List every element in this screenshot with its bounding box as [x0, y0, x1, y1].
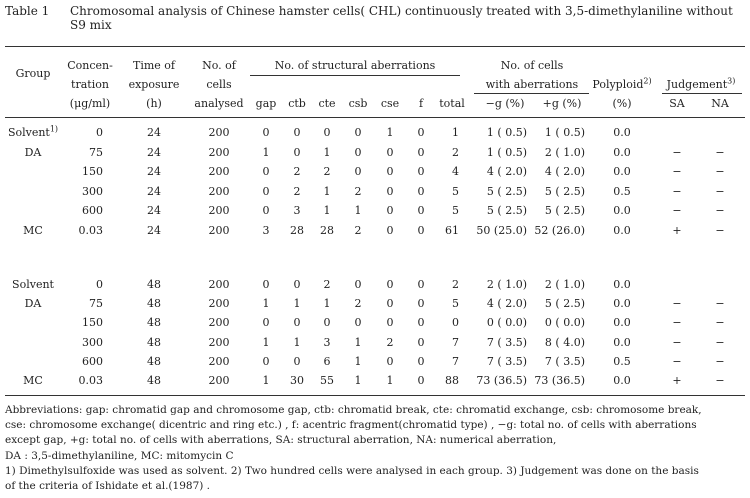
cell-ctb: 2	[293, 165, 301, 178]
header-total: total	[439, 97, 465, 110]
footnote-line: DA : 3,5-dimethylaniline, MC: mitomycin C	[5, 449, 234, 462]
cell-total: 61	[445, 224, 459, 237]
header-conc-2: tration	[71, 78, 109, 91]
cell-total: 1	[452, 126, 459, 139]
cell-cte: 2	[323, 278, 331, 291]
cell-gap: 0	[262, 278, 270, 291]
cell-cells: 200	[208, 355, 230, 368]
cell-ctb: 0	[293, 278, 301, 291]
cell-csb: 1	[354, 336, 362, 349]
cell-csb: 1	[354, 374, 362, 387]
cell-group: Solvent$^{1)}$	[7, 124, 59, 139]
cell-mg: 1 ( 0.5)	[486, 146, 527, 159]
cell-na: −	[715, 297, 725, 310]
cell-cte: 0	[323, 316, 331, 329]
cell-f: 0	[417, 278, 425, 291]
cell-csb: 1	[354, 204, 362, 217]
cell-mg: 7 ( 3.5)	[486, 355, 527, 368]
cell-cte: 28	[320, 224, 334, 237]
cell-csb: 0	[354, 278, 362, 291]
cell-ctb: 28	[290, 224, 304, 237]
header-time-2: exposure	[128, 78, 180, 91]
cell-ctb: 30	[290, 374, 304, 387]
cell-poly: 0.0	[613, 316, 631, 329]
cell-pg: 1 ( 0.5)	[544, 126, 585, 139]
cell-cte: 1	[323, 297, 331, 310]
cell-cells: 200	[208, 126, 230, 139]
cell-sa: +	[672, 374, 682, 387]
cell-mg: 1 ( 0.5)	[486, 126, 527, 139]
cell-sa: −	[672, 204, 682, 217]
cell-cells: 200	[208, 374, 230, 387]
cell-pg: 52 (26.0)	[534, 224, 585, 237]
cell-cse: 0	[386, 224, 394, 237]
cell-total: 5	[452, 204, 459, 217]
footnote-line: Abbreviations: gap: chromatid gap and chromosome gap, ctb: chromatid break, cte: chromatid exchange, csb: chromosome break,	[5, 404, 702, 416]
cell-cse: 0	[386, 146, 394, 159]
cell-time: 48	[147, 278, 161, 291]
cell-conc: 600	[82, 204, 103, 217]
cell-conc: 600	[82, 355, 103, 368]
cell-f: 0	[417, 336, 425, 349]
cell-na: −	[715, 185, 725, 198]
cell-ctb: 0	[293, 146, 301, 159]
cell-poly: 0.0	[613, 374, 631, 387]
cell-group: DA	[24, 146, 42, 159]
header-conc-3: (μg/ml)	[69, 97, 111, 110]
cell-csb: 2	[354, 224, 362, 237]
cell-na: −	[715, 146, 725, 159]
cell-cse: 0	[386, 185, 394, 198]
cell-gap: 1	[262, 336, 270, 349]
cell-conc: 0	[96, 126, 103, 139]
cell-cte: 1	[323, 146, 331, 159]
cell-gap: 3	[262, 224, 270, 237]
cell-conc: 0.03	[78, 374, 103, 387]
cell-f: 0	[417, 355, 425, 368]
cell-total: 88	[445, 374, 459, 387]
cell-group: Solvent	[12, 278, 54, 291]
cell-f: 0	[417, 165, 425, 178]
cell-ctb: 1	[293, 336, 301, 349]
header-cells-with-2: with aberrations	[485, 78, 579, 91]
cell-mg: 5 ( 2.5)	[486, 185, 527, 198]
cell-poly: 0.0	[613, 204, 631, 217]
cell-cse: 0	[386, 278, 394, 291]
cell-total: 5	[452, 297, 459, 310]
cell-cse: 0	[386, 355, 394, 368]
cell-csb: 2	[354, 185, 362, 198]
cell-ctb: 3	[293, 204, 301, 217]
cell-gap: 0	[262, 204, 270, 217]
cell-poly: 0.0	[613, 297, 631, 310]
cell-poly: 0.0	[613, 126, 631, 139]
cell-mg: 5 ( 2.5)	[486, 204, 527, 217]
cell-time: 24	[147, 126, 161, 139]
cell-group: MC	[23, 224, 43, 237]
cell-total: 2	[452, 278, 459, 291]
cell-cse: 0	[386, 204, 394, 217]
footnote-line: 1) Dimethylsulfoxide was used as solvent. 2) Two hundred cells were analysed in each group. 3) Judgement was done on the basis	[5, 464, 699, 477]
cell-total: 0	[452, 316, 459, 329]
header-sa: SA	[669, 97, 685, 110]
cell-pg: 4 ( 2.0)	[544, 165, 585, 178]
header-na: NA	[711, 97, 729, 110]
cell-ctb: 0	[293, 355, 301, 368]
cell-total: 2	[452, 146, 459, 159]
cell-f: 0	[417, 185, 425, 198]
cell-cte: 0	[323, 126, 331, 139]
header-polyploid: Polyploid$^{2)}$	[592, 76, 652, 91]
cell-poly: 0.0	[613, 278, 631, 291]
header-judgement-underline	[662, 93, 742, 94]
cell-time: 48	[147, 297, 161, 310]
cell-cte: 3	[323, 336, 331, 349]
header-group: Group	[15, 67, 51, 80]
header-cse: cse	[380, 97, 400, 110]
cell-poly: 0.0	[613, 146, 631, 159]
cell-csb: 1	[354, 355, 362, 368]
cell-sa: −	[672, 336, 682, 349]
cell-cte: 55	[320, 374, 334, 387]
cell-total: 7	[452, 355, 459, 368]
table-label: Table 1	[5, 4, 50, 18]
footnotes	[5, 403, 745, 494]
header-time-3: (h)	[146, 97, 162, 110]
cell-sa: −	[672, 165, 682, 178]
header-judgement: Judgement$^{3)}$	[666, 76, 736, 91]
header-structural-underline	[250, 75, 460, 76]
cell-f: 0	[417, 126, 425, 139]
cell-pg: 5 ( 2.5)	[544, 297, 585, 310]
cell-cse: 0	[386, 297, 394, 310]
cell-csb: 0	[354, 165, 362, 178]
cell-time: 24	[147, 224, 161, 237]
header-cells-2: cells	[206, 78, 232, 91]
cell-mg: 0 ( 0.0)	[486, 316, 527, 329]
cell-group: DA	[24, 297, 42, 310]
cell-total: 4	[452, 165, 459, 178]
cell-na: −	[715, 374, 725, 387]
cell-time: 48	[147, 374, 161, 387]
cell-cte: 6	[323, 355, 331, 368]
cell-pg: 7 ( 3.5)	[544, 355, 585, 368]
cell-f: 0	[417, 146, 425, 159]
cell-cells: 200	[208, 316, 230, 329]
cell-csb: 2	[354, 297, 362, 310]
footnote-line: of the criteria of Ishidate et al.(1987) .	[5, 480, 211, 493]
header-gap: gap	[255, 97, 277, 110]
cell-na: −	[715, 316, 725, 329]
header-cells-with-underline	[474, 93, 589, 94]
header-cells-with-1: No. of cells	[500, 59, 564, 72]
cell-conc: 0.03	[78, 224, 103, 237]
cell-gap: 0	[262, 185, 270, 198]
header-conc-1: Concen-	[67, 59, 113, 72]
cell-cells: 200	[208, 224, 230, 237]
cell-csb: 0	[354, 126, 362, 139]
cell-poly: 0.0	[613, 336, 631, 349]
cell-gap: 0	[262, 126, 270, 139]
cell-csb: 0	[354, 146, 362, 159]
cell-na: −	[715, 204, 725, 217]
cell-conc: 300	[82, 336, 103, 349]
cell-mg: 4 ( 2.0)	[486, 165, 527, 178]
header-polyploid-unit: (%)	[612, 97, 632, 110]
cell-cells: 200	[208, 278, 230, 291]
cell-f: 0	[417, 316, 425, 329]
cell-pg: 5 ( 2.5)	[544, 204, 585, 217]
cell-poly: 0.0	[613, 165, 631, 178]
cell-sa: −	[672, 297, 682, 310]
cell-na: −	[715, 355, 725, 368]
cell-f: 0	[417, 224, 425, 237]
cell-conc: 0	[96, 278, 103, 291]
cell-ctb: 0	[293, 316, 301, 329]
cell-pg: 73 (36.5)	[534, 374, 585, 387]
cell-sa: +	[672, 224, 682, 237]
cell-cells: 200	[208, 165, 230, 178]
cell-total: 5	[452, 185, 459, 198]
cell-pg: 2 ( 1.0)	[544, 146, 585, 159]
cell-poly: 0.5	[613, 185, 631, 198]
table-caption: Chromosomal analysis of Chinese hamster cells( CHL) continuously treated with 3,5-dimethylaniline without S9 mix	[70, 4, 733, 32]
header-f: f	[418, 97, 424, 110]
cell-mg: 50 (25.0)	[476, 224, 527, 237]
cell-conc: 75	[89, 297, 103, 310]
cell-gap: 0	[262, 355, 270, 368]
cell-time: 48	[147, 316, 161, 329]
cell-na: −	[715, 165, 725, 178]
header-cells-1: No. of	[202, 59, 236, 72]
cell-mg: 73 (36.5)	[476, 374, 527, 387]
cell-cells: 200	[208, 336, 230, 349]
cell-time: 24	[147, 204, 161, 217]
cell-total: 7	[452, 336, 459, 349]
header-cells-3: analysed	[194, 97, 244, 110]
cell-cse: 2	[386, 336, 394, 349]
cell-time: 24	[147, 165, 161, 178]
cell-ctb: 0	[293, 126, 301, 139]
cell-gap: 1	[262, 374, 270, 387]
header-plus-g: +g (%)	[542, 97, 582, 110]
cell-cells: 200	[208, 146, 230, 159]
cell-cse: 0	[386, 316, 394, 329]
cell-time: 48	[147, 336, 161, 349]
header-csb: csb	[348, 97, 368, 110]
header-time-1: Time of	[133, 59, 175, 72]
cell-ctb: 1	[293, 297, 301, 310]
cell-cte: 1	[323, 185, 331, 198]
cell-gap: 0	[262, 316, 270, 329]
cell-na: −	[715, 224, 725, 237]
cell-conc: 150	[82, 165, 103, 178]
cell-mg: 7 ( 3.5)	[486, 336, 527, 349]
header-rule	[5, 117, 745, 118]
cell-cse: 1	[386, 374, 394, 387]
cell-time: 24	[147, 146, 161, 159]
cell-pg: 5 ( 2.5)	[544, 185, 585, 198]
cell-conc: 300	[82, 185, 103, 198]
cell-poly: 0.5	[613, 355, 631, 368]
cell-cse: 0	[386, 165, 394, 178]
cell-pg: 0 ( 0.0)	[544, 316, 585, 329]
footnote-line: cse: chromosome exchange( dicentric and ring etc.) , f: acentric fragment(chromatid type) , −g: total no. of cells with aberrations	[5, 419, 697, 432]
cell-cse: 1	[386, 126, 394, 139]
cell-mg: 2 ( 1.0)	[486, 278, 527, 291]
cell-poly: 0.0	[613, 224, 631, 237]
header-ctb: ctb	[288, 97, 306, 110]
cell-ctb: 2	[293, 185, 301, 198]
cell-mg: 4 ( 2.0)	[486, 297, 527, 310]
header-cte: cte	[318, 97, 336, 110]
cell-time: 48	[147, 355, 161, 368]
cell-group: MC	[23, 374, 43, 387]
cell-sa: −	[672, 146, 682, 159]
cell-gap: 1	[262, 146, 270, 159]
cell-sa: −	[672, 185, 682, 198]
cell-gap: 1	[262, 297, 270, 310]
cell-csb: 0	[354, 316, 362, 329]
cell-cte: 1	[323, 204, 331, 217]
cell-gap: 0	[262, 165, 270, 178]
cell-cells: 200	[208, 185, 230, 198]
cell-conc: 75	[89, 146, 103, 159]
top-rule	[5, 46, 745, 47]
cell-pg: 2 ( 1.0)	[544, 278, 585, 291]
cell-sa: −	[672, 355, 682, 368]
cell-f: 0	[417, 204, 425, 217]
cell-sa: −	[672, 316, 682, 329]
cell-conc: 150	[82, 316, 103, 329]
footnote-line: except gap, +g: total no. of cells with aberrations, SA: structural aberration, NA: numerical aberration,	[5, 434, 557, 447]
cell-time: 24	[147, 185, 161, 198]
cell-cells: 200	[208, 204, 230, 217]
bottom-rule	[5, 395, 745, 396]
cell-na: −	[715, 336, 725, 349]
cell-cte: 2	[323, 165, 331, 178]
cell-pg: 8 ( 4.0)	[544, 336, 585, 349]
header-minus-g: −g (%)	[485, 97, 525, 110]
cell-cells: 200	[208, 297, 230, 310]
cell-f: 0	[417, 297, 425, 310]
header-structural-title: No. of structural aberrations	[274, 59, 436, 72]
cell-f: 0	[417, 374, 425, 387]
